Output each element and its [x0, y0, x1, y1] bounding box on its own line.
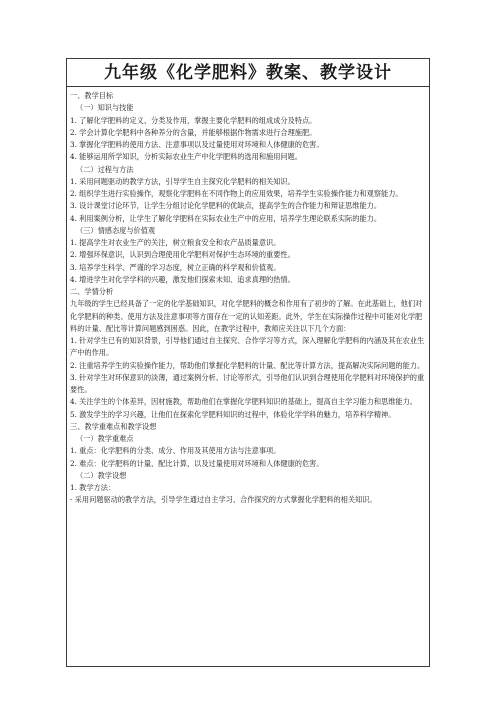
list-item: 4. 利用案例分析，让学生了解化学肥料在实际农业生产中的应用，培养学生理论联系实际的能力。	[70, 213, 382, 223]
subsection-heading: （一）教学重难点	[76, 434, 134, 443]
list-item: 1. 重点：化学肥料的分类、成分、作用及其使用方法与注意事项。	[70, 446, 281, 456]
list-item: 5. 激发学生的学习兴趣，让他们在探索化学肥料知识的过程中，体验化学学科的魅力，培养科学精神。	[70, 409, 396, 419]
list-item: 2. 难点：化学肥料的计量、配比计算，以及过量使用对环境和人体健康的危害。	[70, 458, 324, 468]
document-table	[66, 58, 430, 667]
list-item: 1. 针对学生已有的知识背景，引导他们通过自主探究、合作学习等方式，深入理解化学肥料的内涵及其在农业生产中的作用。	[70, 336, 425, 358]
list-item: 1. 了解化学肥料的定义、分类及作用，掌握主要化学肥料的组成成分及特点。	[70, 115, 317, 125]
list-item: 3. 培养学生科学、严谨的学习态度，树立正确的科学观和价值观。	[70, 262, 281, 272]
section-heading: 二、学情分析	[70, 287, 114, 296]
list-item: - 采用问题驱动的教学方法，引导学生通过自主学习、合作探究的方式掌握化学肥料的相关知识。	[70, 495, 377, 505]
document-body	[67, 87, 429, 507]
list-item: 4. 关注学生的个体差异，因材施教，帮助他们在掌握化学肥料知识的基础上，提高自主学习能力和思维能力。	[70, 397, 417, 407]
subsection-heading: （三）情感态度与价值观	[76, 225, 156, 235]
section-heading: 三、教学重难点和教学设想	[70, 421, 157, 431]
list-item: 1. 提高学生对农业生产的关注，树立粮食安全和农产品质量意识。	[70, 238, 281, 247]
list-item: 2. 增强环保意识，认识到合理使用化学肥料对保护生态环境的重要性。	[70, 250, 295, 260]
subsection-heading: （二）教学设想	[76, 470, 127, 480]
list-item: 4. 增进学生对化学学科的兴趣，激发他们探索未知、追求真理的热情。	[70, 274, 295, 284]
list-item: 3. 设计课堂讨论环节，让学生分组讨论化学肥料的优缺点，提高学生的合作能力和辩证思维能力。	[70, 201, 382, 211]
section-heading: 一、教学目标	[70, 91, 114, 100]
list-item: 2. 注重培养学生的实验操作能力，帮助他们掌握化学肥料的计量、配比等计算方法，提高解决实际问题的能力。	[70, 360, 425, 370]
list-item: 4. 能够运用所学知识，分析实际农业生产中化学肥料的选用和施用问题。	[70, 152, 302, 162]
list-item: 1. 采用问题驱动的教学方法，引导学生自主探究化学肥料的相关知识。	[70, 176, 295, 186]
list-item: 1. 教学方法：	[70, 483, 116, 492]
list-item: 3. 掌握化学肥料的使用方法、注意事项以及过量使用对环境和人体健康的危害。	[70, 140, 324, 149]
list-item: 2. 组织学生进行实验操作，观察化学肥料在不同作物上的应用效果，培养学生实验操作能力和观察能力。	[70, 189, 403, 198]
document-title: 九年级《化学肥料》教案、教学设计	[67, 59, 429, 87]
paragraph: 九年级的学生已经具备了一定的化学基础知识，对化学肥料的概念和作用有了初步的了解。在此基础上，他们对化学肥料的种类、使用方法及注意事项等方面存在一定的认知差距。此外，学生在实际操作过程中可能对化学肥料的计量、配比等计算问题感到困惑。因此，在教学过程中，教师应关注以下几个方面：	[70, 299, 423, 333]
subsection-heading: （一）知识与技能	[76, 103, 134, 113]
list-item: 3. 针对学生对环保意识的淡薄，通过案例分析、讨论等形式，引导他们认识到合理使用化学肥料对环境保护的重要性。	[70, 372, 425, 394]
list-item: 2. 学会计算化学肥料中各种养分的含量，并能够根据作物需求进行合理施肥。	[70, 127, 317, 137]
subsection-heading: （二）过程与方法	[76, 164, 134, 174]
